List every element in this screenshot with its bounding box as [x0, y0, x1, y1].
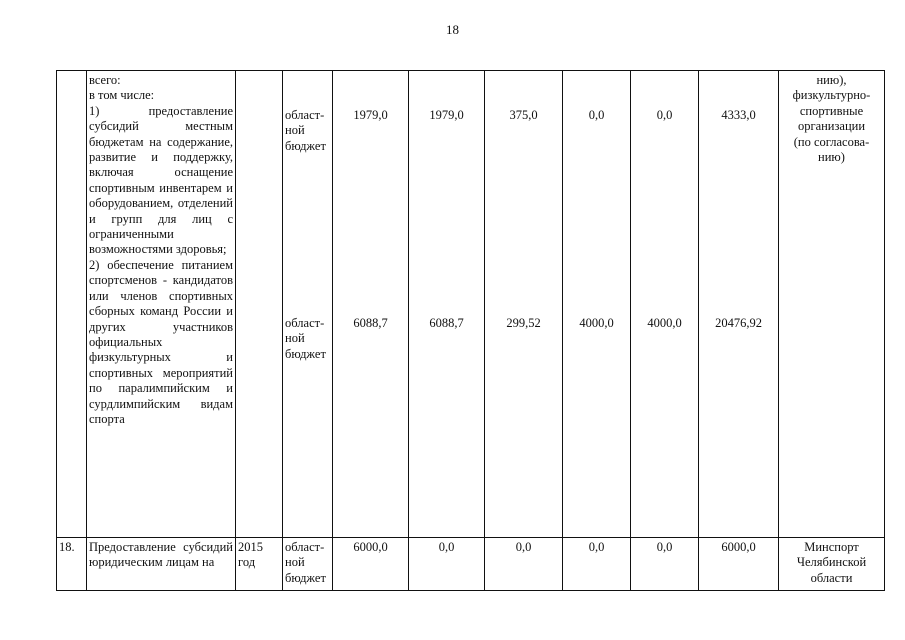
- value-cell: [333, 71, 409, 538]
- value-cell: [631, 71, 699, 538]
- table-row: [57, 538, 885, 591]
- value-cell: [563, 71, 631, 538]
- description-intro: всего: в том числе:: [89, 73, 155, 103]
- funding-source: област- ной бюджет: [285, 540, 326, 585]
- total-cell: [699, 71, 779, 538]
- row-number-cell: [57, 71, 87, 538]
- value-2: 4000,0: [579, 316, 614, 330]
- executor-cell: [779, 538, 885, 591]
- value-cell: 0,0: [409, 538, 485, 591]
- total-2: 20476,92: [715, 316, 762, 330]
- page-number: 18: [446, 22, 459, 37]
- value-cell: 0,0: [485, 538, 563, 591]
- budget-table: [56, 70, 885, 591]
- value-cell: 6000,0: [333, 538, 409, 591]
- value-1: 0,0: [656, 108, 673, 122]
- description-text: Предоставление субсидий юридическим лицам на: [89, 540, 233, 570]
- value-2: 4000,0: [647, 316, 682, 330]
- value-cell: 0,0: [563, 538, 631, 591]
- description-cell: [87, 71, 236, 538]
- table-row: [57, 71, 885, 538]
- total-1: 4333,0: [721, 108, 756, 122]
- value-2: 6088,7: [429, 316, 464, 330]
- executor-text: нию), физкультурно- спортивные организации (по согласова- нию): [792, 73, 871, 165]
- funding-source-cell: [283, 71, 333, 538]
- row-number-cell: 18.: [57, 538, 87, 591]
- description-cell: [87, 538, 236, 591]
- funding-source-2: област- ной бюджет: [285, 316, 326, 361]
- year-cell: [236, 71, 283, 538]
- value-1: 0,0: [588, 108, 605, 122]
- funding-source-cell: [283, 538, 333, 591]
- description-item-2: 2) обеспечение питанием спортсменов - кандидатов или членов спортивных сборных команд России и других участников официальных физкультурных и спортивных мероприятий по паралимпийским и сурдлимпийским видам спорта: [89, 257, 233, 426]
- funding-source-1: област- ной бюджет: [285, 108, 326, 153]
- executor-cell: [779, 71, 885, 538]
- year-text: 2015 год: [238, 540, 263, 570]
- value-1: 375,0: [509, 108, 538, 122]
- value-cell: [409, 71, 485, 538]
- value-1: 1979,0: [353, 108, 388, 122]
- value-cell: [485, 71, 563, 538]
- value-2: 6088,7: [353, 316, 388, 330]
- total-cell: 6000,0: [699, 538, 779, 591]
- year-cell: [236, 538, 283, 591]
- value-2: 299,52: [506, 316, 541, 330]
- value-1: 1979,0: [429, 108, 464, 122]
- description-item-1: 1) предоставление субсидий местным бюджетам на содержание, развитие и поддержку, включая оснащение спортивным инвентарем и оборудованием, отделений и групп для лиц с ограниченными возможностями здоровья;: [89, 103, 233, 257]
- executor-text: Минспорт Челябинской области: [796, 540, 867, 585]
- value-cell: 0,0: [631, 538, 699, 591]
